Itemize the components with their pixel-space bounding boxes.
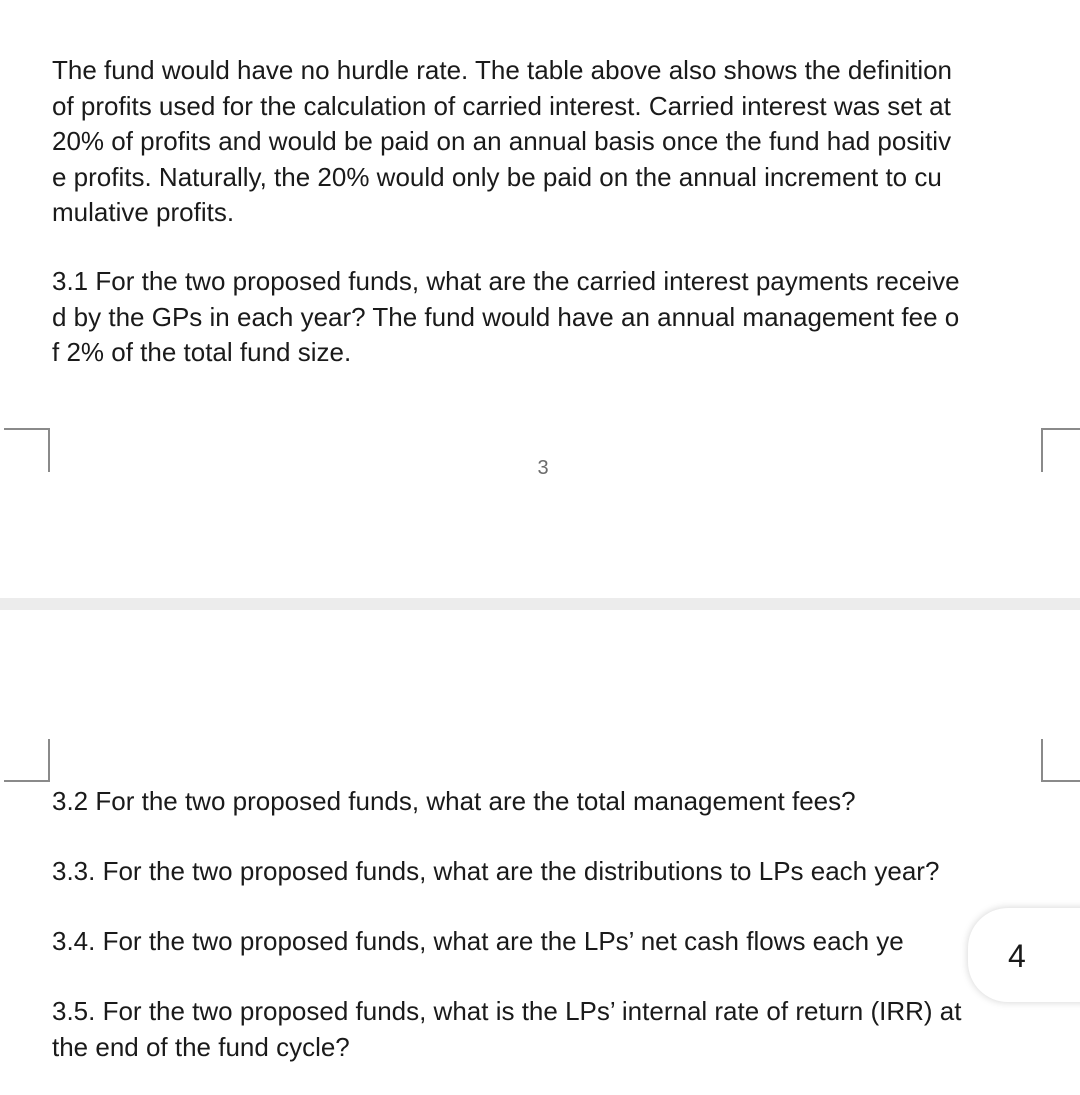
crop-mark-top-left [4, 739, 50, 782]
page-separator [0, 598, 1080, 610]
current-page-number: 4 [1008, 938, 1026, 974]
question-3-4: 3.4. For the two proposed funds, what are the LPs’ net cash flows each ye [52, 926, 904, 956]
question-3-1: 3.1 For the two proposed funds, what are the carried interest payments receive d by the GPs in each year? The fund would have an annual management fee o f 2% of the total fund size. [52, 266, 960, 367]
question-3-3: 3.3. For the two proposed funds, what are the distributions to LPs each year? [52, 856, 940, 886]
paragraph-carried-interest-definition: The fund would have no hurdle rate. The table above also shows the definition of profits used for the calculation of carried interest. Carried interest was set at 20% of profits and would be paid on an annual basis once the fund had positiv e profits. Naturally, the 20% would only be paid on the annual increment to cu mulative profits. [52, 55, 953, 227]
page-number-footer: 3 [537, 457, 549, 479]
crop-mark-bottom-right [1041, 428, 1080, 472]
question-3-5: 3.5. For the two proposed funds, what is the LPs’ internal rate of return (IRR) at the end of the fund cycle? [52, 996, 962, 1062]
crop-mark-bottom-left [4, 428, 50, 472]
crop-mark-top-right [1041, 739, 1080, 782]
page-indicator-button[interactable] [968, 908, 1080, 1002]
question-3-2: 3.2 For the two proposed funds, what are the total management fees? [52, 786, 856, 816]
document-page-4 [0, 610, 1080, 1095]
